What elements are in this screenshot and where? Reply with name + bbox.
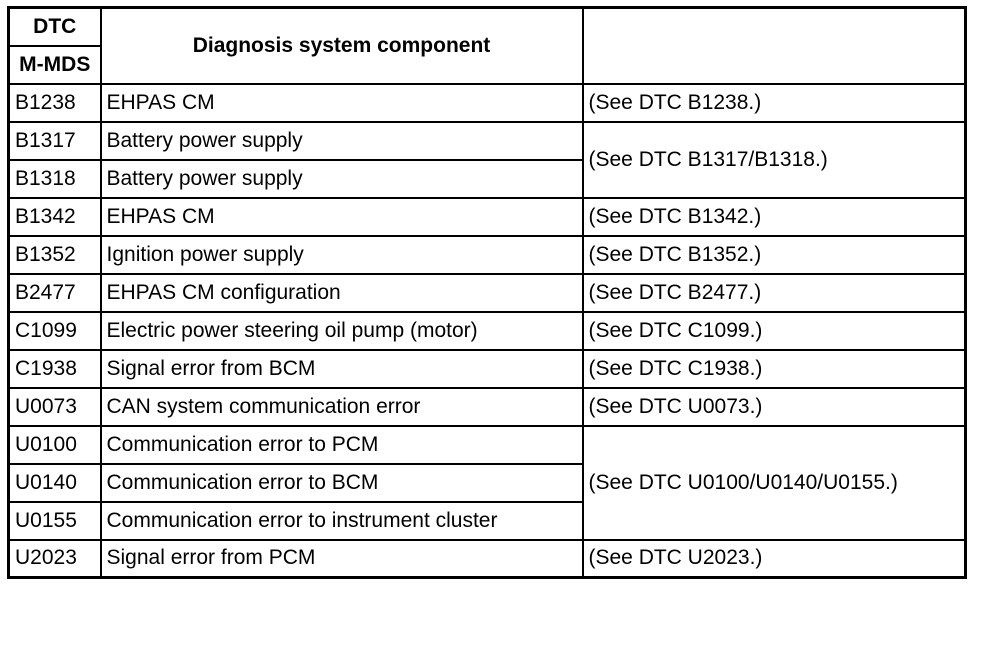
dtc-code: B1342 — [9, 198, 101, 236]
dtc-code: B1352 — [9, 236, 101, 274]
dtc-code: C1938 — [9, 350, 101, 388]
dtc-table-container — [7, 6, 967, 579]
reference-link[interactable]: (See DTC B1352.) — [583, 236, 966, 274]
component-name: EHPAS CM — [101, 84, 583, 122]
table-row — [9, 198, 966, 236]
component-name: Communication error to PCM — [101, 426, 583, 464]
reference-link[interactable]: (See DTC C1938.) — [583, 350, 966, 388]
dtc-code: U0140 — [9, 464, 101, 502]
table-row — [9, 236, 966, 274]
table-row — [9, 274, 966, 312]
component-name: Battery power supply — [101, 122, 583, 160]
table-row — [9, 312, 966, 350]
header-reference — [583, 8, 966, 84]
table-row — [9, 350, 966, 388]
header-dtc: DTC — [9, 8, 101, 46]
reference-link[interactable]: (See DTC B1317/B1318.) — [583, 122, 966, 198]
dtc-code: U0100 — [9, 426, 101, 464]
reference-link[interactable]: (See DTC B1238.) — [583, 84, 966, 122]
header-row — [9, 8, 966, 46]
component-name: EHPAS CM configuration — [101, 274, 583, 312]
reference-link[interactable]: (See DTC B1342.) — [583, 198, 966, 236]
dtc-code: B1238 — [9, 84, 101, 122]
component-name: Signal error from PCM — [101, 540, 583, 578]
dtc-code: C1099 — [9, 312, 101, 350]
reference-link[interactable]: (See DTC U0100/U0140/U0155.) — [583, 426, 966, 540]
dtc-code: B1318 — [9, 160, 101, 198]
component-name: EHPAS CM — [101, 198, 583, 236]
component-name: CAN system communication error — [101, 388, 583, 426]
component-name: Electric power steering oil pump (motor) — [101, 312, 583, 350]
dtc-code: U0073 — [9, 388, 101, 426]
reference-link[interactable]: (See DTC C1099.) — [583, 312, 966, 350]
component-name: Signal error from BCM — [101, 350, 583, 388]
component-name: Ignition power supply — [101, 236, 583, 274]
reference-link[interactable]: (See DTC U0073.) — [583, 388, 966, 426]
reference-link[interactable]: (See DTC U2023.) — [583, 540, 966, 578]
dtc-code: B2477 — [9, 274, 101, 312]
table-row — [9, 426, 966, 464]
table-row — [9, 122, 966, 160]
table-row — [9, 84, 966, 122]
component-name: Communication error to instrument cluster — [101, 502, 583, 540]
table-row — [9, 388, 966, 426]
header-component: Diagnosis system component — [101, 8, 583, 84]
table-row — [9, 540, 966, 578]
component-name: Battery power supply — [101, 160, 583, 198]
dtc-code: U0155 — [9, 502, 101, 540]
dtc-code: U2023 — [9, 540, 101, 578]
header-mds: M-MDS — [9, 46, 101, 84]
reference-link[interactable]: (See DTC B2477.) — [583, 274, 966, 312]
dtc-code: B1317 — [9, 122, 101, 160]
component-name: Communication error to BCM — [101, 464, 583, 502]
dtc-table — [7, 6, 967, 579]
